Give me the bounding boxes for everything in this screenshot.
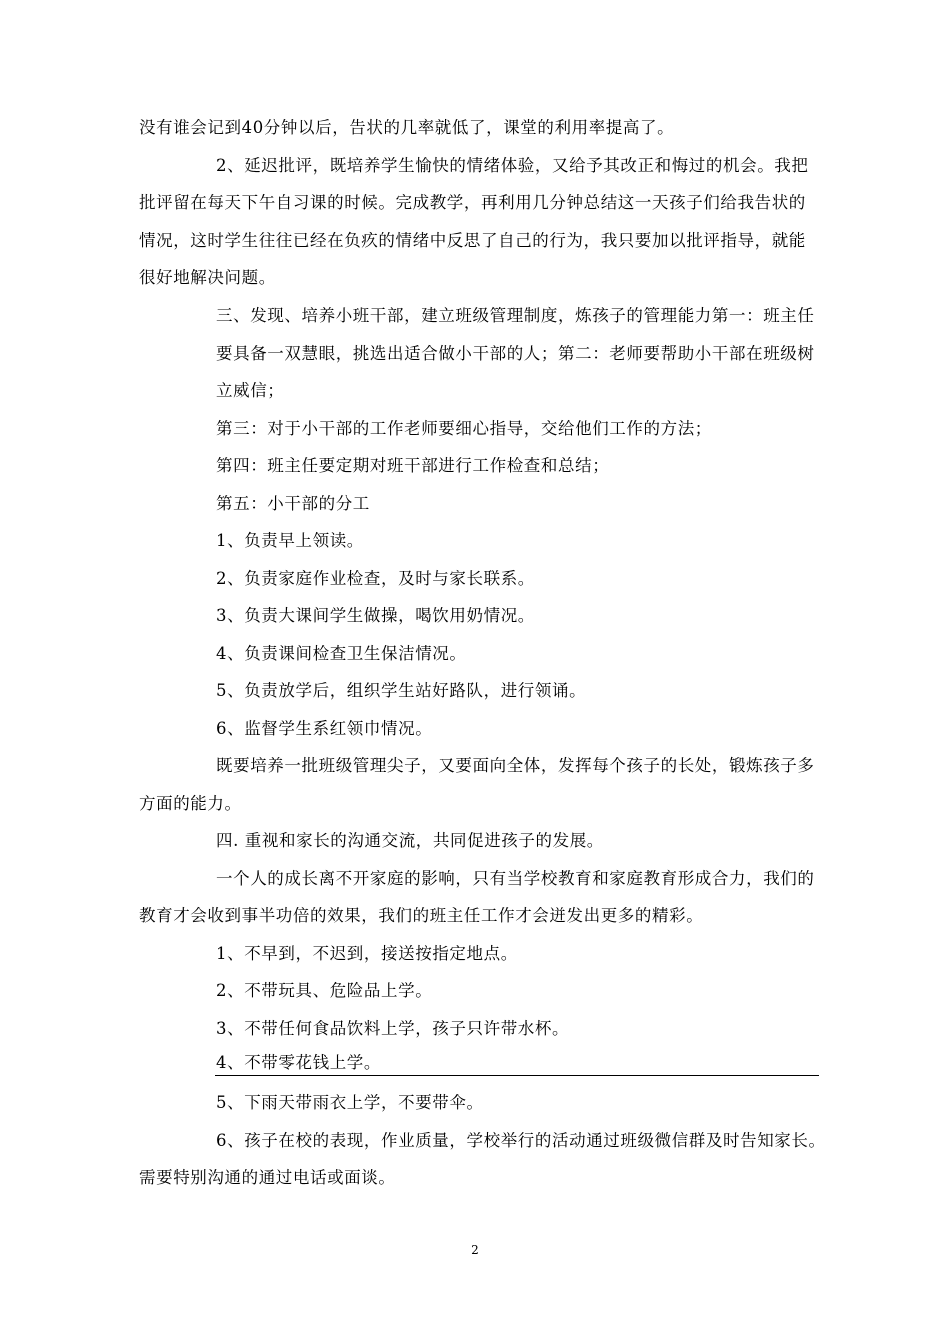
text-line: 要具备一双慧眼，挑选出适合做小干部的人；第二：老师要帮助小干部在班级树 bbox=[216, 344, 815, 363]
list-item: 6、孩子在校的表现，作业质量，学校举行的活动通过班级微信群及时告知家长。 bbox=[216, 1131, 826, 1150]
list-item: 6、监督学生系红领巾情况。 bbox=[216, 719, 433, 738]
text-line: 立威信； bbox=[216, 381, 285, 400]
list-item: 3、不带任何食品饮料上学，孩子只许带水杯。 bbox=[216, 1019, 570, 1038]
text-line: 第四：班主任要定期对班干部进行工作检查和总结； bbox=[216, 456, 610, 475]
text-line: 第三：对于小干部的工作老师要细心指导，交给他们工作的方法； bbox=[216, 419, 712, 438]
list-item: 5、负责放学后，组织学生站好路队，进行领诵。 bbox=[216, 681, 587, 700]
list-item: 1、不早到，不迟到，接送按指定地点。 bbox=[216, 944, 518, 963]
text-line: 情况，这时学生往往已经在负疚的情绪中反思了自己的行为，我只要加以批评指导，就能 bbox=[139, 231, 806, 250]
text-line: 方面的能力。 bbox=[139, 794, 242, 813]
text-line: 第五：小干部的分工 bbox=[216, 494, 370, 513]
horizontal-rule bbox=[215, 1075, 819, 1076]
text-line: 没有谁会记到40分钟以后，告状的几率就低了，课堂的利用率提高了。 bbox=[139, 118, 675, 137]
page-number: 2 bbox=[471, 1243, 479, 1257]
list-item: 2、负责家庭作业检查，及时与家长联系。 bbox=[216, 569, 535, 588]
text-line: 三、发现、培养小班干部，建立班级管理制度，炼孩子的管理能力第一：班主任 bbox=[216, 306, 815, 325]
text-line: 既要培养一批班级管理尖子，又要面向全体，发挥每个孩子的长处，锻炼孩子多 bbox=[216, 756, 815, 775]
list-item: 2、不带玩具、危险品上学。 bbox=[216, 981, 433, 1000]
list-item: 5、下雨天带雨衣上学，不要带伞。 bbox=[216, 1093, 484, 1112]
section-heading: 四. 重视和家长的沟通交流，共同促进孩子的发展。 bbox=[216, 831, 604, 850]
text-line: 2、延迟批评，既培养学生愉快的情绪体验，又给予其改正和悔过的机会。我把 bbox=[216, 156, 809, 175]
list-item: 4、不带零花钱上学。 bbox=[216, 1053, 381, 1072]
text-line: 教育才会收到事半功倍的效果，我们的班主任工作才会迸发出更多的精彩。 bbox=[139, 906, 704, 925]
list-item: 3、负责大课间学生做操，喝饮用奶情况。 bbox=[216, 606, 535, 625]
text-line: 很好地解决问题。 bbox=[139, 268, 276, 287]
text-line: 批评留在每天下午自习课的时候。完成教学，再利用几分钟总结这一天孩子们给我告状的 bbox=[139, 193, 806, 212]
text-line: 一个人的成长离不开家庭的影响，只有当学校教育和家庭教育形成合力，我们的 bbox=[216, 869, 815, 888]
list-item: 4、负责课间检查卫生保洁情况。 bbox=[216, 644, 467, 663]
text-line: 需要特别沟通的通过电话或面谈。 bbox=[139, 1168, 396, 1187]
list-item: 1、负责早上领读。 bbox=[216, 531, 364, 550]
